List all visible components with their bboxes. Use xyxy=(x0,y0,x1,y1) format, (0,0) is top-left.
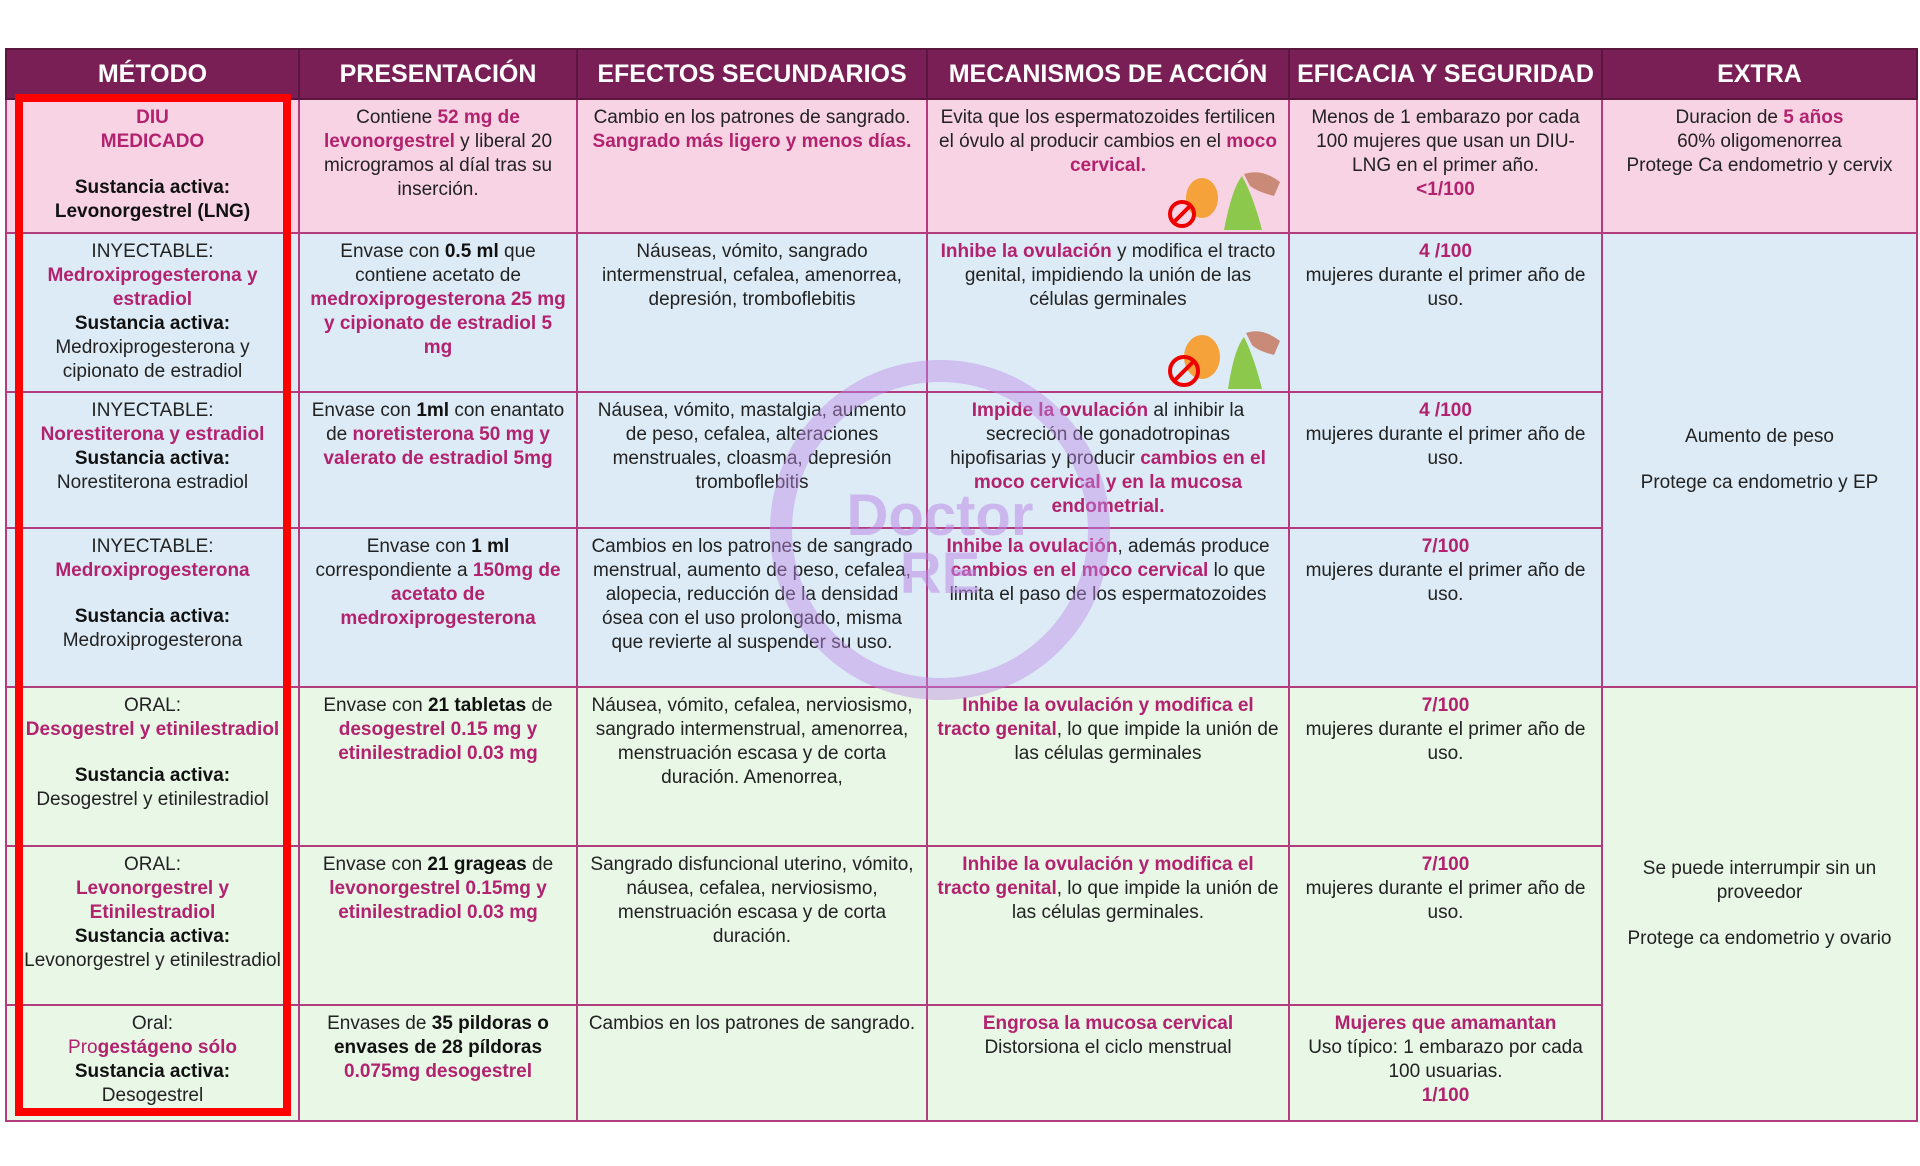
eficacia-cell xyxy=(1289,99,1602,233)
efectos-cell xyxy=(577,99,927,233)
pres-text: de xyxy=(526,695,553,716)
efectos-cell xyxy=(577,392,927,528)
efectos-text: Náuseas, vómito, sangrado intermenstrual, cefalea, amenorrea, depresión, tromboflebitis xyxy=(602,241,902,310)
pres-bold: 21 tabletas xyxy=(427,695,527,716)
sustancia-value: Medroxiprogesterona xyxy=(62,630,243,651)
mec-highlight: Inhibe la ovulación y modifica el tracto genital xyxy=(937,854,1254,899)
contraceptive-methods-table xyxy=(5,48,1918,1122)
efic-text: mujeres durante el primer año de uso. xyxy=(1305,878,1586,923)
pres-text: Envase con xyxy=(366,536,472,557)
sustancia-value: Levonorgestrel y etinilestradiol xyxy=(24,950,281,971)
metodo-cell xyxy=(6,392,299,528)
metodo-line1: ORAL: xyxy=(123,854,182,875)
efic-highlight: 7/100 xyxy=(1421,536,1470,557)
efectos-text: Cambio en los patrones de sangrado. xyxy=(593,107,911,128)
mec-text: Evita que los espermatozoides fertilicen el óvulo al producir cambios en el xyxy=(939,107,1276,152)
eficacia-cell xyxy=(1289,233,1602,392)
pres-bold: 1 ml xyxy=(471,536,510,557)
efectos-text: Sangrado disfuncional uterino, vómito, náusea, cefalea, nerviosismo, menstruación escasa y de corta duración. xyxy=(590,854,914,947)
mecanismos-cell xyxy=(927,99,1289,233)
sustancia-label: Sustancia activa: xyxy=(74,606,231,627)
mecanismos-cell xyxy=(927,528,1289,687)
pres-highlight: noretisterona 50 mg y valerato de estradiol 5mg xyxy=(323,424,553,469)
efic-text: Uso típico: 1 embarazo por cada 100 usuarias. xyxy=(1308,1037,1583,1082)
mec-highlight: Inhibe la ovulación xyxy=(940,241,1112,262)
metodo-line2: Medroxiprogesterona xyxy=(55,560,250,581)
pres-text: Envase con xyxy=(323,695,428,716)
efic-text: Menos de 1 embarazo por cada 100 mujeres que usan un DIU-LNG en el primer año. xyxy=(1311,107,1580,176)
presentacion-cell xyxy=(299,1005,577,1121)
metodo-cell xyxy=(6,99,299,233)
extra-text: Protege ca endometrio y EP xyxy=(1640,472,1879,493)
sustancia-value: Desogestrel y etinilestradiol xyxy=(36,789,269,810)
pres-bold: 35 pildoras o envases de 28 píldoras xyxy=(333,1013,549,1058)
presentacion-cell xyxy=(299,687,577,846)
sustancia-label: Sustancia activa: xyxy=(74,448,231,469)
efic-highlight: 4 /100 xyxy=(1419,400,1472,421)
efectos-text: Cambios en los patrones de sangrado menstrual, aumento de peso, cefalea, alopecia, reducción de la densidad ósea con el uso prolongado, misma que revierte al suspender su uso. xyxy=(591,536,913,653)
mec-text: al inhibir la secreción de gonadotropinas hipofisarias y producir xyxy=(950,400,1245,469)
mec-highlight: Engrosa la mucosa cervical xyxy=(982,1013,1234,1034)
ovum-prohibited-icon xyxy=(1162,327,1282,389)
pres-bold: 1ml xyxy=(416,400,450,421)
pres-highlight: levonorgestrel xyxy=(329,878,461,899)
mec-text: , lo que impide la unión de las células germinales xyxy=(1014,719,1279,764)
pres-bold: 0.5 ml xyxy=(444,241,499,262)
presentacion-cell xyxy=(299,392,577,528)
efic-highlight: <1/100 xyxy=(1416,179,1475,200)
efectos-cell xyxy=(577,1005,927,1121)
pres-text: Contiene xyxy=(356,107,438,128)
efic-highlight: 7/100 xyxy=(1421,854,1470,875)
efectos-cell xyxy=(577,233,927,392)
metodo-line2: Medroxiprogesterona y estradiol xyxy=(47,265,258,310)
eficacia-cell xyxy=(1289,392,1602,528)
pres-text: y liberal 20 microgramos al díal tras su inserción. xyxy=(323,131,553,200)
efectos-highlight: Sangrado más ligero y menos días. xyxy=(592,131,912,152)
mec-text: y modifica el tracto genital, impidiendo la unión de las células germinales xyxy=(964,241,1276,310)
extra-highlight: 5 años xyxy=(1783,107,1844,128)
ovum-prohibited-icon xyxy=(1162,168,1282,230)
watermark-line2: RE xyxy=(899,541,981,606)
mec-highlight: Inhibe la ovulación xyxy=(946,536,1118,557)
pres-text: de xyxy=(526,854,554,875)
mec-highlight: cambios en el moco cervical xyxy=(950,560,1209,581)
pres-text: Envase con xyxy=(311,400,417,421)
metodo-line2a: Pro xyxy=(68,1037,98,1058)
pres-highlight: 0.15mg y xyxy=(460,878,547,899)
table-row-oral-1 xyxy=(6,687,1917,846)
sustancia-label: Sustancia activa: xyxy=(74,926,231,947)
pres-highlight: 150mg de acetato de medroxiprogesterona xyxy=(340,560,561,629)
extra-text: Se puede interrumpir sin un proveedor xyxy=(1642,858,1877,903)
pres-highlight: 0.03 mg xyxy=(461,902,538,923)
efic-text: mujeres durante el primer año de uso. xyxy=(1305,719,1586,764)
efic-highlight: 4 /100 xyxy=(1419,241,1472,262)
metodo-line1: ORAL: xyxy=(123,695,182,716)
extra-text: Protege Ca endometrio y cervix xyxy=(1626,155,1893,176)
efic-highlight: 7/100 xyxy=(1421,695,1470,716)
metodo-cell xyxy=(6,1005,299,1121)
pres-text: Envase con xyxy=(322,854,428,875)
metodo-line2: MEDICADO xyxy=(100,131,205,152)
pres-highlight: etinilestradiol xyxy=(338,743,462,764)
mec-highlight: moco cervical. xyxy=(1069,131,1277,176)
presentacion-cell xyxy=(299,846,577,1005)
extra-cell-inyectables xyxy=(1602,233,1917,687)
pres-text: con enantato de xyxy=(326,400,565,445)
pres-highlight: 52 mg de levonorgestrel xyxy=(323,107,520,152)
sustancia-label: Sustancia activa: xyxy=(74,765,231,786)
efectos-cell xyxy=(577,846,927,1005)
mecanismos-cell xyxy=(927,233,1289,392)
pres-highlight: 0.075mg desogestrel xyxy=(344,1061,532,1082)
header-efectos: EFECTOS SECUNDARIOS xyxy=(577,49,927,99)
metodo-cell xyxy=(6,528,299,687)
mec-text: lo que limita el paso de los espermatozoides xyxy=(949,560,1267,605)
header-eficacia: EFICACIA Y SEGURIDAD xyxy=(1289,49,1602,99)
extra-text: 60% oligomenorrea xyxy=(1677,131,1842,152)
extra-cell-orales xyxy=(1602,687,1917,1121)
extra-text: Duracion de xyxy=(1675,107,1784,128)
metodo-cell xyxy=(6,233,299,392)
sustancia-value: Norestiterona estradiol xyxy=(56,472,249,493)
mec-text: Distorsiona el ciclo menstrual xyxy=(984,1037,1232,1058)
eficacia-cell xyxy=(1289,528,1602,687)
sustancia-label: Sustancia activa: xyxy=(74,177,231,198)
efic-text: mujeres durante el primer año de uso. xyxy=(1305,265,1586,310)
efic-highlight: 1/100 xyxy=(1421,1085,1470,1106)
pres-highlight: etinilestradiol xyxy=(338,902,462,923)
sustancia-label: Sustancia activa: xyxy=(74,313,231,334)
extra-text: Aumento de peso xyxy=(1685,426,1834,447)
metodo-line1: INYECTABLE: xyxy=(91,400,214,421)
header-extra: EXTRA xyxy=(1602,49,1917,99)
sustancia-value: Medroxiprogesterona y cipionato de estradiol xyxy=(55,337,250,382)
efectos-text: Náusea, vómito, mastalgia, aumento de peso, cefalea, alteraciones menstruales, cloasma, depresión tromboflebitis xyxy=(597,400,907,493)
presentacion-cell xyxy=(299,99,577,233)
header-metodo: MÉTODO xyxy=(6,49,299,99)
sustancia-label: Sustancia activa: xyxy=(74,1061,231,1082)
metodo-line1: INYECTABLE: xyxy=(91,241,214,262)
pres-highlight: 0.03 mg xyxy=(461,743,538,764)
sustancia-value: Desogestrel xyxy=(101,1085,204,1106)
header-row xyxy=(6,49,1917,99)
mecanismos-cell xyxy=(927,846,1289,1005)
table-row-inyectable-1 xyxy=(6,233,1917,392)
metodo-line2: Norestiterona y estradiol xyxy=(40,424,265,445)
pres-text: Envase con xyxy=(340,241,445,262)
mecanismos-cell xyxy=(927,1005,1289,1121)
extra-text: Protege ca endometrio y ovario xyxy=(1627,928,1892,949)
pres-highlight: medroxiprogesterona 25 mg y cipionato de estradiol 5 mg xyxy=(310,289,566,358)
watermark-line1: Doctor xyxy=(846,483,1034,548)
contraceptive-table-wrapper xyxy=(5,48,1916,1122)
table-row-diu xyxy=(6,99,1917,233)
metodo-line2b: gestágeno sólo xyxy=(97,1037,237,1058)
extra-cell-diu xyxy=(1602,99,1917,233)
metodo-cell xyxy=(6,846,299,1005)
efectos-text: Cambios en los patrones de sangrado. xyxy=(588,1013,916,1034)
metodo-line1: DIU xyxy=(136,107,169,128)
efic-text: mujeres durante el primer año de uso. xyxy=(1305,560,1586,605)
pres-text: que contiene acetato de xyxy=(355,241,536,286)
eficacia-cell xyxy=(1289,687,1602,846)
efectos-text: Náusea, vómito, cefalea, nerviosismo, sangrado intermenstrual, amenorrea, menstruación escasa y de corta duración. Amenorrea, xyxy=(591,695,913,788)
eficacia-cell xyxy=(1289,1005,1602,1121)
sustancia-value: Levonorgestrel (LNG) xyxy=(54,201,251,222)
metodo-line2: Desogestrel y etinilestradiol xyxy=(25,719,280,740)
mecanismos-cell xyxy=(927,687,1289,846)
header-presentacion: PRESENTACIÓN xyxy=(299,49,577,99)
mec-text: , lo que impide la unión de las células germinales. xyxy=(1011,878,1279,923)
metodo-line2: Levonorgestrel y Etinilestradiol xyxy=(75,878,230,923)
efectos-cell xyxy=(577,687,927,846)
efectos-cell xyxy=(577,528,927,687)
eficacia-cell xyxy=(1289,846,1602,1005)
metodo-line1: Oral: xyxy=(131,1013,174,1034)
presentacion-cell xyxy=(299,233,577,392)
mec-text: , además produce xyxy=(1117,536,1270,557)
pres-bold: 21 grageas xyxy=(427,854,527,875)
pres-highlight: 0.15 mg y xyxy=(445,719,538,740)
mec-highlight: cambios en el moco cervical y en la mucosa endometrial. xyxy=(973,448,1266,517)
mecanismos-cell xyxy=(927,392,1289,528)
mec-highlight: Inhibe la ovulación y modifica el tracto genital xyxy=(937,695,1254,740)
pres-text: correspondiente a xyxy=(315,560,473,581)
efic-highlight: Mujeres que amamantan xyxy=(1334,1013,1557,1034)
metodo-cell xyxy=(6,687,299,846)
pres-text: Envases de xyxy=(327,1013,432,1034)
efic-text: mujeres durante el primer año de uso. xyxy=(1305,424,1586,469)
pres-highlight: desogestrel xyxy=(338,719,446,740)
mec-highlight: Impide la ovulación xyxy=(971,400,1149,421)
presentacion-cell xyxy=(299,528,577,687)
metodo-line1: INYECTABLE: xyxy=(91,536,214,557)
header-mecanismos: MECANISMOS DE ACCIÓN xyxy=(927,49,1289,99)
